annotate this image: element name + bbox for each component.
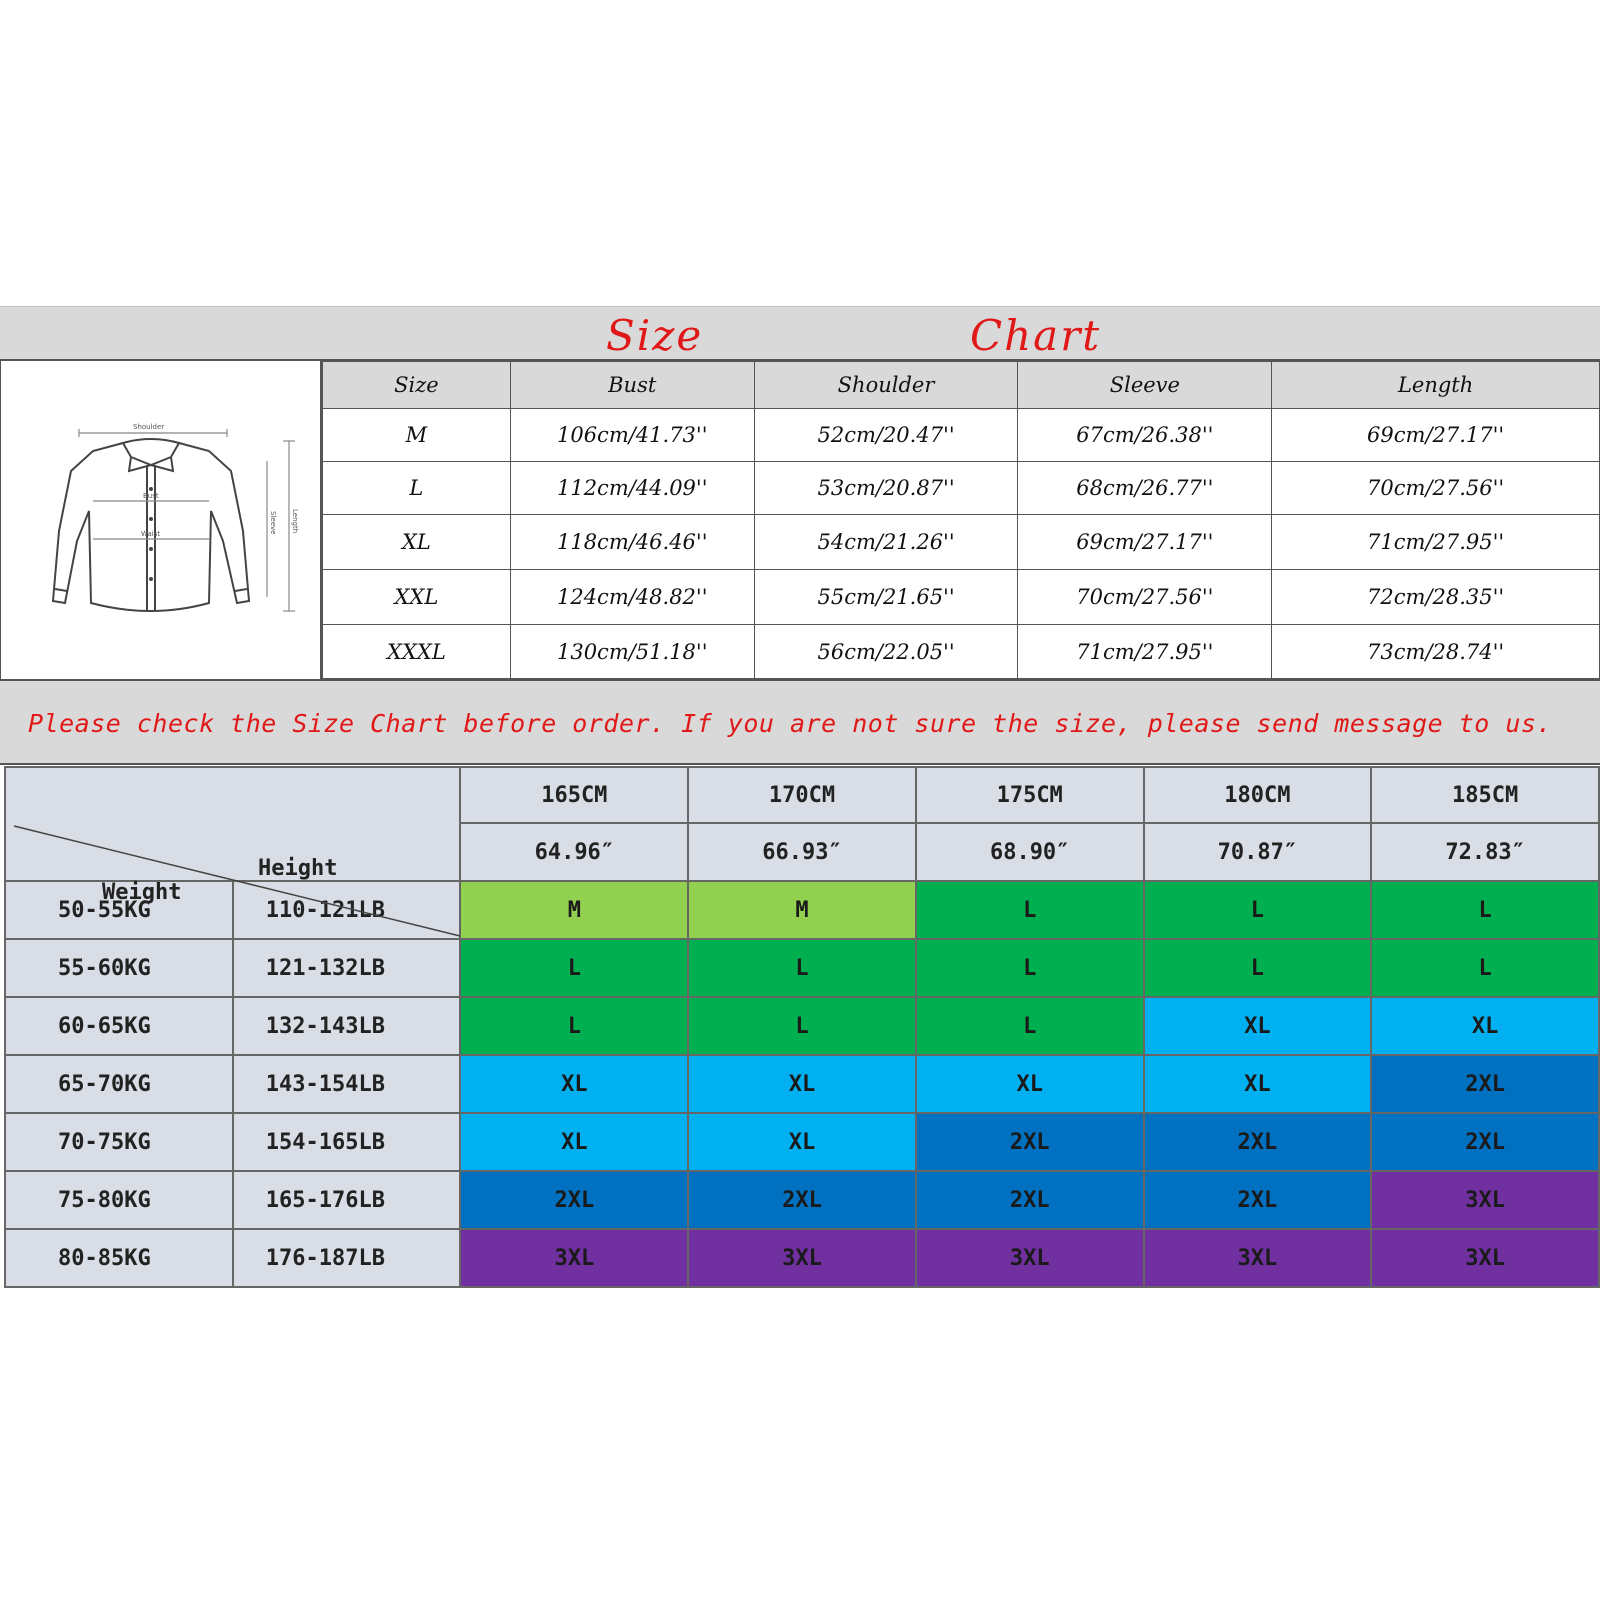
size-recommendation-cell: M <box>460 881 688 939</box>
diagram-sleeve-label: Sleeve <box>269 511 277 535</box>
size-recommendation-cell: 3XL <box>460 1229 688 1287</box>
weight-kg-cell: 65-70KG <box>5 1055 233 1113</box>
sleeve-cell: 67cm/26.38'' <box>1018 409 1272 462</box>
grid-row <box>5 1055 1599 1113</box>
size-recommendation-cell: 2XL <box>1371 1055 1599 1113</box>
sleeve-cell: 69cm/27.17'' <box>1018 515 1272 570</box>
size-recommendation-cell: M <box>688 881 916 939</box>
size-recommendation-cell: L <box>1371 881 1599 939</box>
weight-kg-cell: 60-65KG <box>5 997 233 1055</box>
grid-row <box>5 939 1599 997</box>
size-cell: XXL <box>323 570 511 625</box>
size-recommendation-cell: L <box>916 939 1144 997</box>
size-recommendation-cell: L <box>1144 939 1372 997</box>
diagram-bust-label: Bust <box>143 492 159 500</box>
grid-row <box>5 1171 1599 1229</box>
size-recommendation-cell: L <box>1371 939 1599 997</box>
size-recommendation-cell: 2XL <box>460 1171 688 1229</box>
grid-row <box>5 1113 1599 1171</box>
bust-cell: 124cm/48.82'' <box>510 570 754 625</box>
shirt-diagram-box <box>0 361 322 679</box>
shoulder-cell: 56cm/22.05'' <box>754 625 1018 679</box>
length-cell: 70cm/27.56'' <box>1272 462 1600 515</box>
measurement-row <box>323 625 1600 679</box>
size-recommendation-cell: XL <box>688 1055 916 1113</box>
weight-lb-cell: 110-121LB <box>233 881 461 939</box>
size-recommendation-cell: L <box>460 997 688 1055</box>
diagram-shoulder-label: Shoulder <box>133 423 165 431</box>
weight-kg-cell: 75-80KG <box>5 1171 233 1229</box>
length-cell: 71cm/27.95'' <box>1272 515 1600 570</box>
height-cm-cell: 165CM <box>460 767 688 823</box>
size-recommendation-cell: L <box>688 997 916 1055</box>
measurement-header-row <box>323 362 1600 409</box>
weight-kg-cell: 50-55KG <box>5 881 233 939</box>
height-cm-cell: 175CM <box>916 767 1144 823</box>
title-size: Size <box>606 311 704 360</box>
size-recommendation-cell: 2XL <box>1144 1113 1372 1171</box>
height-cm-cell: 185CM <box>1371 767 1599 823</box>
weight-kg-cell: 70-75KG <box>5 1113 233 1171</box>
size-cell: L <box>323 462 511 515</box>
shoulder-cell: 55cm/21.65'' <box>754 570 1018 625</box>
weight-lb-cell: 121-132LB <box>233 939 461 997</box>
size-recommendation-cell: 2XL <box>688 1171 916 1229</box>
height-in-cell: 66.93″ <box>688 823 916 881</box>
corner-height-label: Height <box>258 856 338 881</box>
bust-cell: 112cm/44.09'' <box>510 462 754 515</box>
weight-lb-cell: 165-176LB <box>233 1171 461 1229</box>
title-band <box>0 306 1600 361</box>
sleeve-cell: 71cm/27.95'' <box>1018 625 1272 679</box>
size-recommendation-cell: L <box>688 939 916 997</box>
diagram-length-label: Length <box>291 509 299 534</box>
size-recommendation-cell: 3XL <box>688 1229 916 1287</box>
bust-cell: 130cm/51.18'' <box>510 625 754 679</box>
height-in-cell: 64.96″ <box>460 823 688 881</box>
weight-kg-cell: 55-60KG <box>5 939 233 997</box>
height-in-cell: 70.87″ <box>1144 823 1372 881</box>
size-recommendation-cell: 3XL <box>1371 1171 1599 1229</box>
size-recommendation-cell: XL <box>460 1113 688 1171</box>
size-recommendation-cell: XL <box>1371 997 1599 1055</box>
size-recommendation-cell: L <box>1144 881 1372 939</box>
sleeve-cell: 70cm/27.56'' <box>1018 570 1272 625</box>
header-shoulder: Shoulder <box>754 362 1018 409</box>
size-recommendation-cell: 2XL <box>916 1171 1144 1229</box>
measurement-row <box>323 462 1600 515</box>
corner-weight-label: Weight <box>102 880 182 905</box>
size-recommendation-cell: XL <box>916 1055 1144 1113</box>
size-cell: M <box>323 409 511 462</box>
grid-row <box>5 1229 1599 1287</box>
height-in-cell: 68.90″ <box>916 823 1144 881</box>
bust-cell: 106cm/41.73'' <box>510 409 754 462</box>
diagram-waist-label: Waist <box>141 530 161 538</box>
size-recommendation-cell: 2XL <box>916 1113 1144 1171</box>
grid-corner <box>5 767 460 905</box>
header-bust: Bust <box>510 362 754 409</box>
size-recommendation-cell: L <box>460 939 688 997</box>
height-cm-cell: 180CM <box>1144 767 1372 823</box>
size-recommendation-cell: 2XL <box>1144 1171 1372 1229</box>
weight-lb-cell: 143-154LB <box>233 1055 461 1113</box>
length-cell: 72cm/28.35'' <box>1272 570 1600 625</box>
notice-text: Please check the Size Chart before order. If you are not sure the size, please send message to us. <box>28 709 1553 738</box>
header-sleeve: Sleeve <box>1018 362 1272 409</box>
size-recommendation-cell: 3XL <box>1371 1229 1599 1287</box>
weight-kg-cell: 80-85KG <box>5 1229 233 1287</box>
bust-cell: 118cm/46.46'' <box>510 515 754 570</box>
shoulder-cell: 52cm/20.47'' <box>754 409 1018 462</box>
size-recommendation-cell: L <box>916 997 1144 1055</box>
height-in-cell: 72.83″ <box>1371 823 1599 881</box>
measurement-row <box>323 515 1600 570</box>
shirt-diagram-icon <box>1 361 321 679</box>
sleeve-cell: 68cm/26.77'' <box>1018 462 1272 515</box>
size-recommendation-cell: 3XL <box>1144 1229 1372 1287</box>
size-cell: XXXL <box>323 625 511 679</box>
measurement-table <box>322 361 1600 679</box>
size-recommendation-cell: L <box>916 881 1144 939</box>
size-cell: XL <box>323 515 511 570</box>
header-length: Length <box>1272 362 1600 409</box>
weight-lb-cell: 176-187LB <box>233 1229 461 1287</box>
corner-diagonal <box>6 824 462 938</box>
size-recommendation-cell: XL <box>1144 997 1372 1055</box>
length-cell: 69cm/27.17'' <box>1272 409 1600 462</box>
height-cm-cell: 170CM <box>688 767 916 823</box>
grid-row <box>5 997 1599 1055</box>
title-chart: Chart <box>970 311 1102 360</box>
weight-lb-cell: 154-165LB <box>233 1113 461 1171</box>
header-size: Size <box>323 362 511 409</box>
size-recommendation-cell: XL <box>460 1055 688 1113</box>
size-recommendation-cell: XL <box>1144 1055 1372 1113</box>
size-recommendation-cell: 3XL <box>916 1229 1144 1287</box>
notice-band <box>0 679 1600 765</box>
height-weight-grid <box>4 766 1600 1288</box>
shoulder-cell: 53cm/20.87'' <box>754 462 1018 515</box>
shoulder-cell: 54cm/21.26'' <box>754 515 1018 570</box>
measurement-row <box>323 570 1600 625</box>
weight-lb-cell: 132-143LB <box>233 997 461 1055</box>
length-cell: 73cm/28.74'' <box>1272 625 1600 679</box>
size-recommendation-cell: 2XL <box>1371 1113 1599 1171</box>
size-recommendation-cell: XL <box>688 1113 916 1171</box>
measurement-row <box>323 409 1600 462</box>
